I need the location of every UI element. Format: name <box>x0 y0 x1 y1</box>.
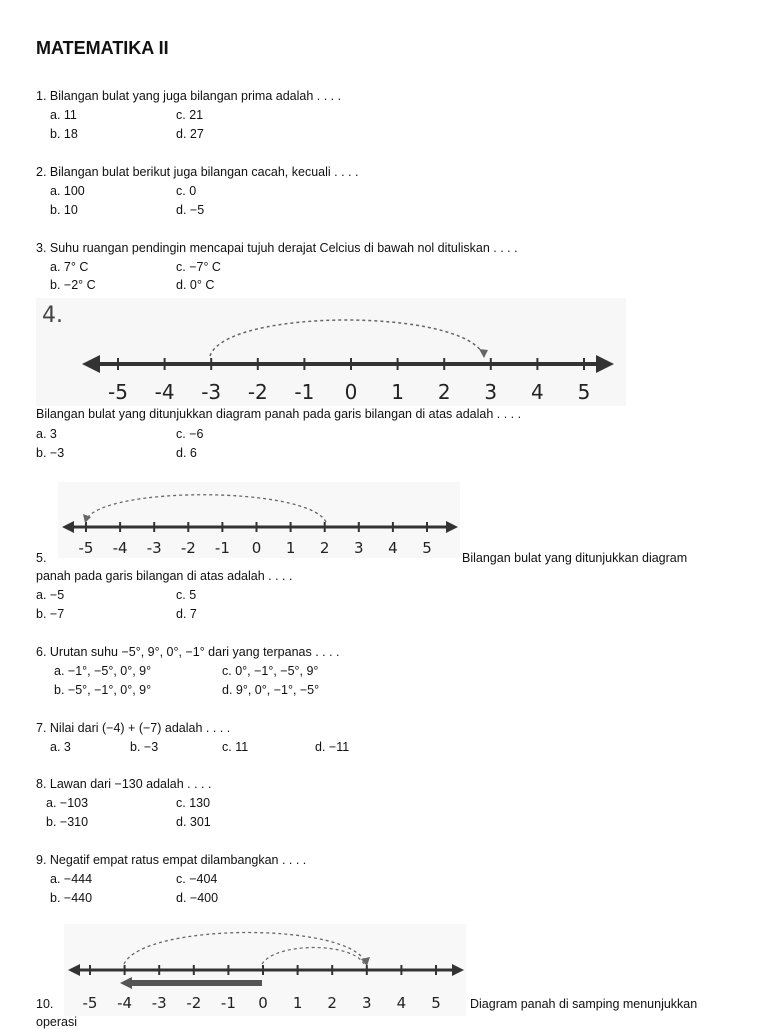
q1-option-a: a. 11 <box>50 108 77 122</box>
q5-option-a: a. −5 <box>36 588 65 602</box>
q10-tick-label: 0 <box>258 994 268 1012</box>
q6-text: 6. Urutan suhu −5°, 9°, 0°, −1° dari yang terpanas . . . . <box>36 645 340 659</box>
q4-option-a: a. 3 <box>36 427 57 441</box>
q10-tick-label: -4 <box>117 994 133 1012</box>
q10-tick-label: 2 <box>327 994 337 1012</box>
q7-option-d: d. −11 <box>315 740 350 754</box>
q3-option-a: a. 7° C <box>50 260 89 274</box>
q2-option-a: a. 100 <box>50 184 85 198</box>
q5-tick-label: 3 <box>354 539 364 557</box>
q10-text-continued: operasi <box>36 1015 77 1029</box>
q7-option-b: b. −3 <box>130 740 159 754</box>
q9-option-d: d. −400 <box>176 891 219 905</box>
q9-option-c: c. −404 <box>176 872 218 886</box>
q4-option-d: d. 6 <box>176 446 197 460</box>
q10-number: 10. <box>36 997 54 1011</box>
q4-option-b: b. −3 <box>36 446 65 460</box>
q5-option-c: c. 5 <box>176 588 197 602</box>
q9-option-b: b. −440 <box>50 891 93 905</box>
q5-text-right: Bilangan bulat yang ditunjukkan diagram <box>462 551 688 565</box>
q7-option-c: c. 11 <box>222 740 249 754</box>
q1-option-c: c. 21 <box>176 108 204 122</box>
q4-text: Bilangan bulat yang ditunjukkan diagram panah pada garis bilangan di atas adalah . . . . <box>36 407 522 421</box>
q10-tick-label: 1 <box>292 994 303 1012</box>
q4-tick-label: 3 <box>484 380 498 404</box>
q2-option-d: d. −5 <box>176 203 205 217</box>
q4-tick-label: -2 <box>247 380 268 404</box>
q4-tick-label: 1 <box>391 380 404 404</box>
q5-tick-label: 0 <box>251 539 262 557</box>
q5-tick-label: 2 <box>319 539 330 557</box>
q10-tick-label: -1 <box>220 994 236 1012</box>
q3-option-d: d. 0° C <box>176 278 215 292</box>
q2-text: 2. Bilangan bulat berikut juga bilangan cacah, kecuali . . . . <box>36 165 359 179</box>
q3-option-b: b. −2° C <box>50 278 96 292</box>
q10-tick-label: -5 <box>82 994 98 1012</box>
q6-option-d: d. 9°, 0°, −1°, −5° <box>222 683 320 697</box>
q5-option-d: d. 7 <box>176 607 197 621</box>
q1-option-b: b. 18 <box>50 127 78 141</box>
page-title: MATEMATIKA II <box>36 38 169 58</box>
q6-option-a: a. −1°, −5°, 0°, 9° <box>54 664 152 678</box>
q1-text: 1. Bilangan bulat yang juga bilangan prima adalah . . . . <box>36 89 342 103</box>
q10-tick-label: 5 <box>431 994 441 1012</box>
q10-tick-label: -3 <box>151 994 167 1012</box>
q5-tick-label: -3 <box>146 539 162 557</box>
q4-tick-label: -4 <box>154 380 175 404</box>
q8-option-c: c. 130 <box>176 796 211 810</box>
q10-tick-label: 4 <box>396 994 407 1012</box>
q4-option-c: c. −6 <box>176 427 204 441</box>
q9-option-a: a. −444 <box>50 872 93 886</box>
q4-tick-label: 4 <box>531 380 544 404</box>
q5-option-b: b. −7 <box>36 607 65 621</box>
q3-text: 3. Suhu ruangan pendingin mencapai tujuh derajat Celcius di bawah nol dituliskan . . . . <box>36 241 518 255</box>
q4-tick-label: 2 <box>437 380 451 404</box>
q10-number-line-diagram <box>64 924 466 1016</box>
q8-text: 8. Lawan dari −130 adalah . . . . <box>36 777 212 791</box>
q4-tick-label: -5 <box>108 380 128 404</box>
q3-option-c: c. −7° C <box>176 260 221 274</box>
q5-tick-label: 4 <box>388 539 398 557</box>
q5-tick-label: -5 <box>78 539 94 557</box>
q9-text: 9. Negatif empat ratus empat dilambangkan . . . . <box>36 853 307 867</box>
q4-tick-label: 0 <box>344 380 358 404</box>
q5-tick-label: 5 <box>422 539 432 557</box>
q10-tick-label: -2 <box>186 994 202 1012</box>
q4-tick-label: -3 <box>201 380 222 404</box>
q10-tick-label: 3 <box>362 994 372 1012</box>
q5-tick-label: -2 <box>180 539 196 557</box>
q5-tick-label: -4 <box>112 539 128 557</box>
q4-tick-label: -1 <box>294 380 315 404</box>
q4-number-line-diagram <box>36 298 626 406</box>
q7-text: 7. Nilai dari (−4) + (−7) adalah . . . . <box>36 721 231 735</box>
q6-option-c: c. 0°, −1°, −5°, 9° <box>222 664 319 678</box>
q5-tick-label: 1 <box>285 539 296 557</box>
q7-option-a: a. 3 <box>50 740 71 754</box>
q1-option-d: d. 27 <box>176 127 204 141</box>
q8-option-a: a. −103 <box>46 796 89 810</box>
q8-option-b: b. −310 <box>46 815 89 829</box>
q6-option-b: b. −5°, −1°, 0°, 9° <box>54 683 152 697</box>
q8-option-d: d. 301 <box>176 815 211 829</box>
q5-number: 5. <box>36 551 47 565</box>
q10-text-right: Diagram panah di samping menunjukkan <box>470 997 698 1011</box>
q5-text-continued: panah pada garis bilangan di atas adalah . . . . <box>36 569 293 583</box>
q2-option-b: b. 10 <box>50 203 78 217</box>
q4-number: 4. <box>42 303 63 328</box>
q5-tick-label: -1 <box>214 539 230 557</box>
q2-option-c: c. 0 <box>176 184 197 198</box>
q4-tick-label: 5 <box>577 380 591 404</box>
q5-number-line-diagram <box>58 482 460 558</box>
